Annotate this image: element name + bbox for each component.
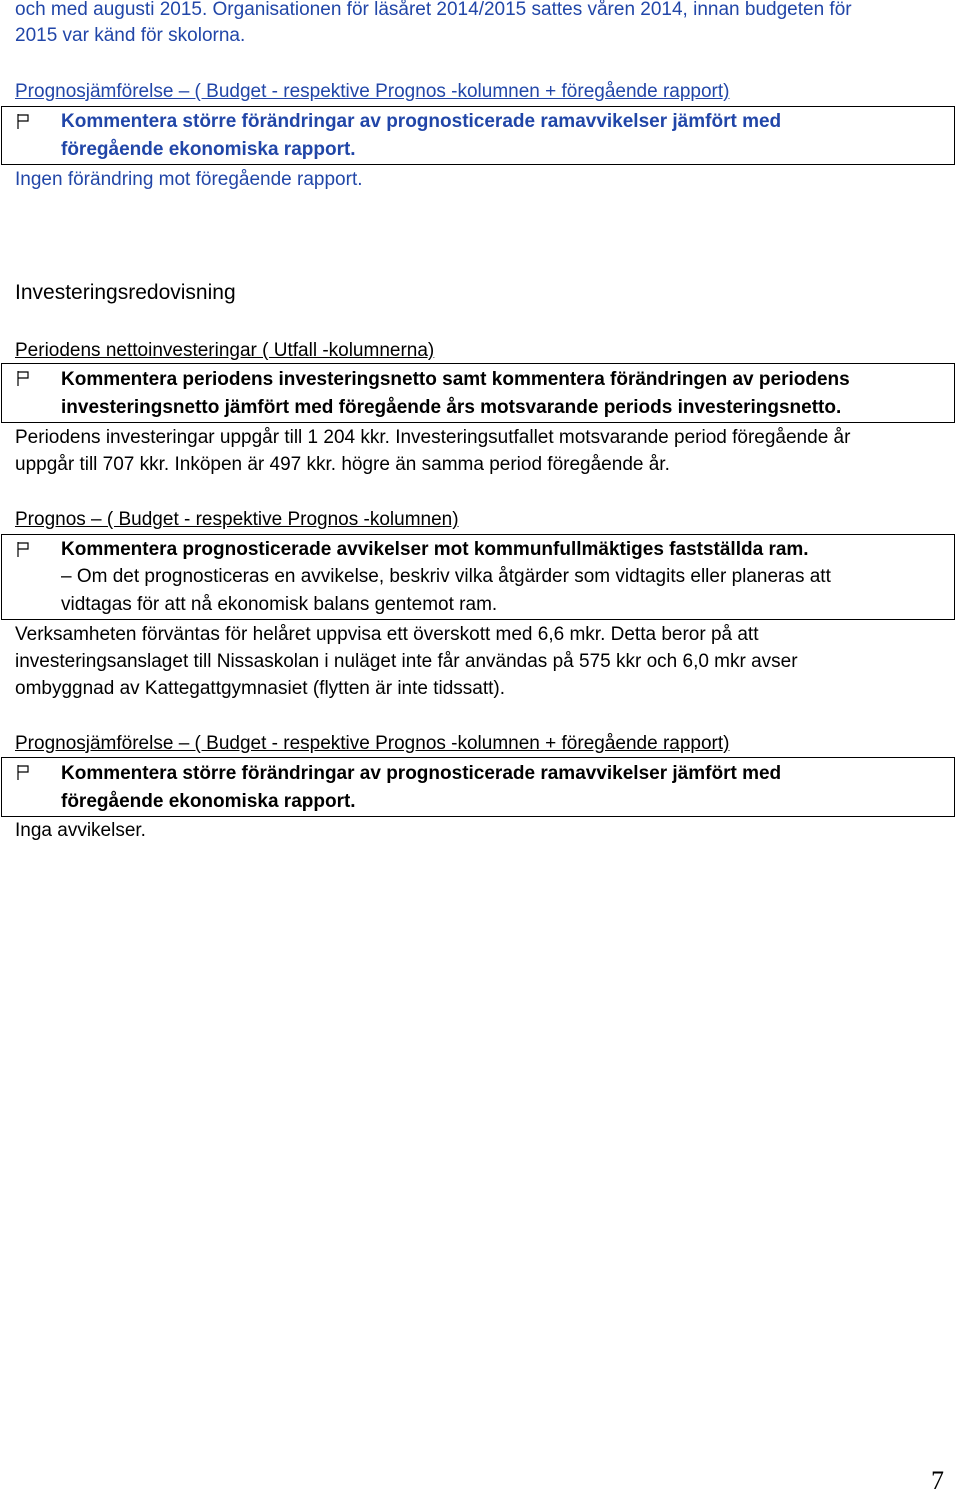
comparison-answer-2: Inga avvikelser. — [15, 820, 146, 841]
forecast-answer-line1: Verksamheten förväntas för helåret uppvisa ett överskott med 6,6 mkr. Detta beror på att — [15, 624, 759, 645]
section-title-investment: Investeringsredovisning — [15, 281, 236, 304]
flag-icon — [15, 540, 33, 558]
comment-box-4-line1: Kommentera större förändringar av prognosticerade ramavvikelser jämfört med — [61, 763, 782, 784]
comment-box-3-line1: Kommentera prognosticerade avvikelser mot kommunfullmäktiges fastställda ram. — [61, 539, 809, 560]
net-investment-answer-line1: Periodens investeringar uppgår till 1 204 kkr. Investeringsutfallet motsvarande period föregående år — [15, 427, 851, 448]
page-number: 7 — [931, 1466, 944, 1495]
forecast-answer-line3: ombyggnad av Kattegattgymnasiet (flytten är inte tidssatt). — [15, 678, 506, 699]
flag-icon — [15, 369, 33, 387]
comment-box-1-line1: Kommentera större förändringar av prognosticerade ramavvikelser jämfört med — [61, 111, 782, 132]
comparison-heading-1: Prognosjämförelse – ( Budget - respektive Prognos -kolumnen + föregående rapport) — [15, 81, 730, 102]
top-paragraph-line2: 2015 var känd för skolorna. — [15, 25, 246, 46]
comment-box-2-line2: investeringsnetto jämfört med föregående års motsvarande periods investeringsnetto. — [61, 397, 842, 418]
forecast-heading: Prognos – ( Budget - respektive Prognos -kolumnen) — [15, 509, 459, 530]
comment-box-4-line2: föregående ekonomiska rapport. — [61, 791, 356, 812]
comment-box-3-line2: – Om det prognosticeras en avvikelse, beskriv vilka åtgärder som vidtagits eller planeras att — [61, 566, 831, 587]
comparison-heading-2: Prognosjämförelse – ( Budget - respektive Prognos -kolumnen + föregående rapport) — [15, 733, 730, 754]
net-investment-heading: Periodens nettoinvesteringar ( Utfall -kolumnerna) — [15, 340, 435, 361]
flag-icon — [15, 763, 33, 781]
forecast-answer-line2: investeringsanslaget till Nissaskolan i nuläget inte får användas på 575 kkr och 6,0 mkr avser — [15, 651, 798, 672]
comparison-answer-1: Ingen förändring mot föregående rapport. — [15, 169, 363, 190]
comment-box-1-line2: föregående ekonomiska rapport. — [61, 139, 356, 160]
net-investment-answer-line2: uppgår till 707 kkr. Inköpen är 497 kkr. högre än samma period föregående år. — [15, 454, 670, 475]
flag-icon — [15, 112, 33, 130]
top-paragraph-line1: och med augusti 2015. Organisationen för läsåret 2014/2015 sattes våren 2014, innan budgeten för — [15, 0, 852, 20]
comment-box-2-line1: Kommentera periodens investeringsnetto samt kommentera förändringen av periodens — [61, 369, 850, 390]
comment-box-3-line3: vidtagas för att nå ekonomisk balans gentemot ram. — [61, 594, 498, 615]
